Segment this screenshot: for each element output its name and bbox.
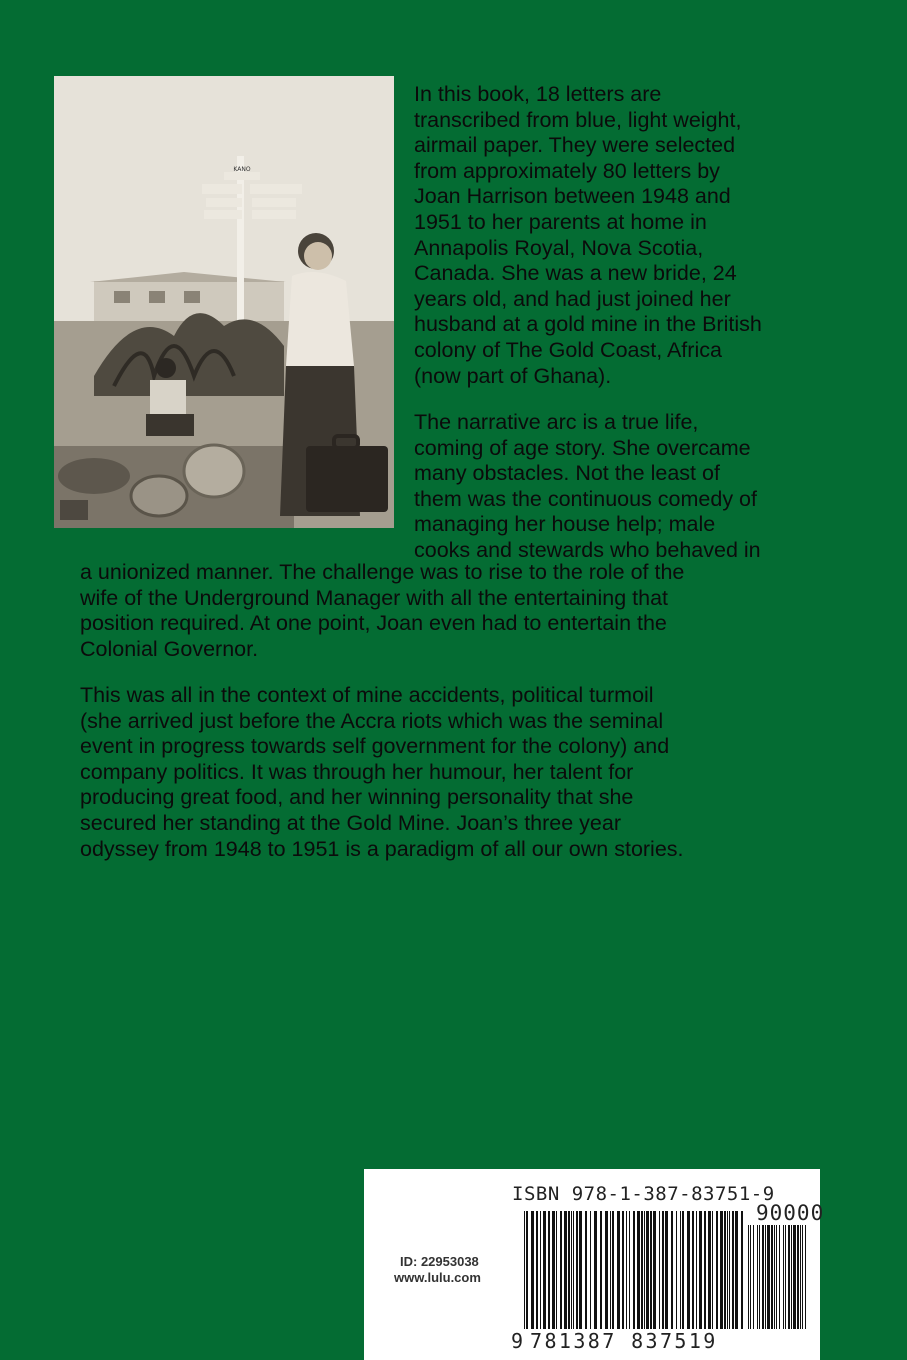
vintage-photo-icon [54,76,394,528]
barcode-bar [633,1211,635,1329]
barcode-bar [680,1211,681,1329]
blurb-text: This was all in the context of mine accidents, political turmoil (she arrived just before the Accra riots which was the seminal event in progress towards self government for the colony) and company politics. It was through her humour, her talent for producing great food, and her winning personality that she secured her standing at the Gold Mine. Joan’s three year odyssey from 1948 to 1951 is a paradigm of all our own stories. [80,683,684,861]
barcode-bar [716,1211,718,1329]
barcode-bar [687,1211,690,1329]
barcode-bar [644,1211,645,1329]
barcode-bar [805,1225,806,1329]
barcode-bar [526,1211,528,1329]
barcode-bar [724,1211,726,1329]
barcode-bar [759,1225,760,1329]
lulu-id: ID: 22953038 [400,1254,479,1269]
barcode-bar [552,1211,555,1329]
barcode-bar [779,1225,780,1329]
barcode-bar [767,1225,770,1329]
barcode-bar [785,1225,786,1329]
barcode-bar [748,1225,749,1329]
barcode-bar [720,1211,723,1329]
barcode-bar [637,1211,640,1329]
barcode-bar [524,1211,525,1329]
barcode-bar [626,1211,627,1329]
blurb-text: In this book, 18 letters are transcribed from blue, light weight, airmail paper. They were selected from approximately 80 letters by Joan Harrison between 1948 and 1951 to her parents at home in Annapolis Royal, Nova Scotia, Canada. She was a new bride, 24 years old, and had just joined her husband at a gold mine in the British colony of The Gold Coast, Africa (now part of Ghana). [414,82,762,388]
barcode-bar [576,1211,578,1329]
barcode-bar [797,1225,799,1329]
barcode-bar [665,1211,668,1329]
barcode-bar [776,1225,777,1329]
barcode-box [364,1169,825,1360]
barcode-bar [741,1211,743,1329]
isbn-barcode-bars [524,1211,744,1329]
barcode-bar [600,1211,602,1329]
barcode-bar [617,1211,620,1329]
barcode-bar [568,1211,570,1329]
barcode-bar [531,1211,534,1329]
barcode-bar [594,1211,597,1329]
barcode-bar [750,1225,751,1329]
barcode-bar [788,1225,790,1329]
barcode-bar [802,1225,803,1329]
barcode-bar [753,1225,754,1329]
barcode-bar [783,1225,784,1329]
barcode-bar [571,1211,572,1329]
barcode-bar [671,1211,673,1329]
barcode-bar [556,1211,557,1329]
barcode-bar [735,1211,738,1329]
barcode-bar [699,1211,702,1329]
barcode-bar [793,1225,796,1329]
barcode-bar [543,1211,546,1329]
barcode-bar [629,1211,630,1329]
isbn-lead-digit: 9 [511,1329,524,1353]
barcode-bar [659,1211,660,1329]
barcode-bar [641,1211,643,1329]
barcode-bar [704,1211,706,1329]
barcode-bar [662,1211,664,1329]
price-barcode-bars [748,1225,806,1329]
barcode-bar [732,1211,734,1329]
lulu-url: www.lulu.com [394,1270,481,1285]
price-code: 90000 [756,1201,825,1225]
barcode-bar [622,1211,624,1329]
barcode-bar [712,1211,713,1329]
blurb-text: The narrative arc is a true life, coming of age story. She overcame many obstacles. Not the least of them was the continuous comedy of managing her house help; male cooks and stewards who behaved in [414,410,761,562]
barcode-bar [692,1211,694,1329]
signpost-label: KANO [233,166,251,173]
blurb-paragraph-1 [414,82,834,389]
barcode-bar [762,1225,764,1329]
isbn-digits: 781387 837519 [530,1329,718,1353]
blurb-paragraph-2 [414,410,834,564]
barcode-bar [605,1211,608,1329]
barcode-bar [771,1225,773,1329]
cover-photo [54,76,394,528]
barcode-bar [564,1211,567,1329]
barcode-bar [585,1211,587,1329]
barcode-bar [590,1211,591,1329]
barcode-bar [540,1211,541,1329]
barcode-bar [548,1211,550,1329]
barcode-bar [791,1225,792,1329]
barcode-bar [682,1211,684,1329]
barcode-bar [708,1211,711,1329]
barcode-bar [610,1211,611,1329]
barcode-bar [646,1211,649,1329]
barcode-bar [774,1225,775,1329]
barcode-bar [560,1211,562,1329]
barcode-bar [757,1225,758,1329]
blurb-paragraph-2-continued [80,560,860,662]
barcode-bar [727,1211,728,1329]
barcode-bar [650,1211,652,1329]
barcode-bar [573,1211,574,1329]
barcode-bar [579,1211,582,1329]
isbn-label: ISBN 978-1-387-83751-9 [512,1183,775,1205]
blurb-text: a unionized manner. The challenge was to rise to the role of the wife of the Underground Manager with all the entertaining that position required. At one point, Joan even had to entertain the Colonial Governor. [80,560,685,661]
barcode-bar [800,1225,801,1329]
barcode-bar [536,1211,538,1329]
barcode-bar [653,1211,656,1329]
barcode-bar [765,1225,766,1329]
barcode-bar [612,1211,614,1329]
blurb-paragraph-3 [80,683,870,862]
barcode-bar [696,1211,697,1329]
barcode-bar [729,1211,730,1329]
barcode-bar [676,1211,677,1329]
